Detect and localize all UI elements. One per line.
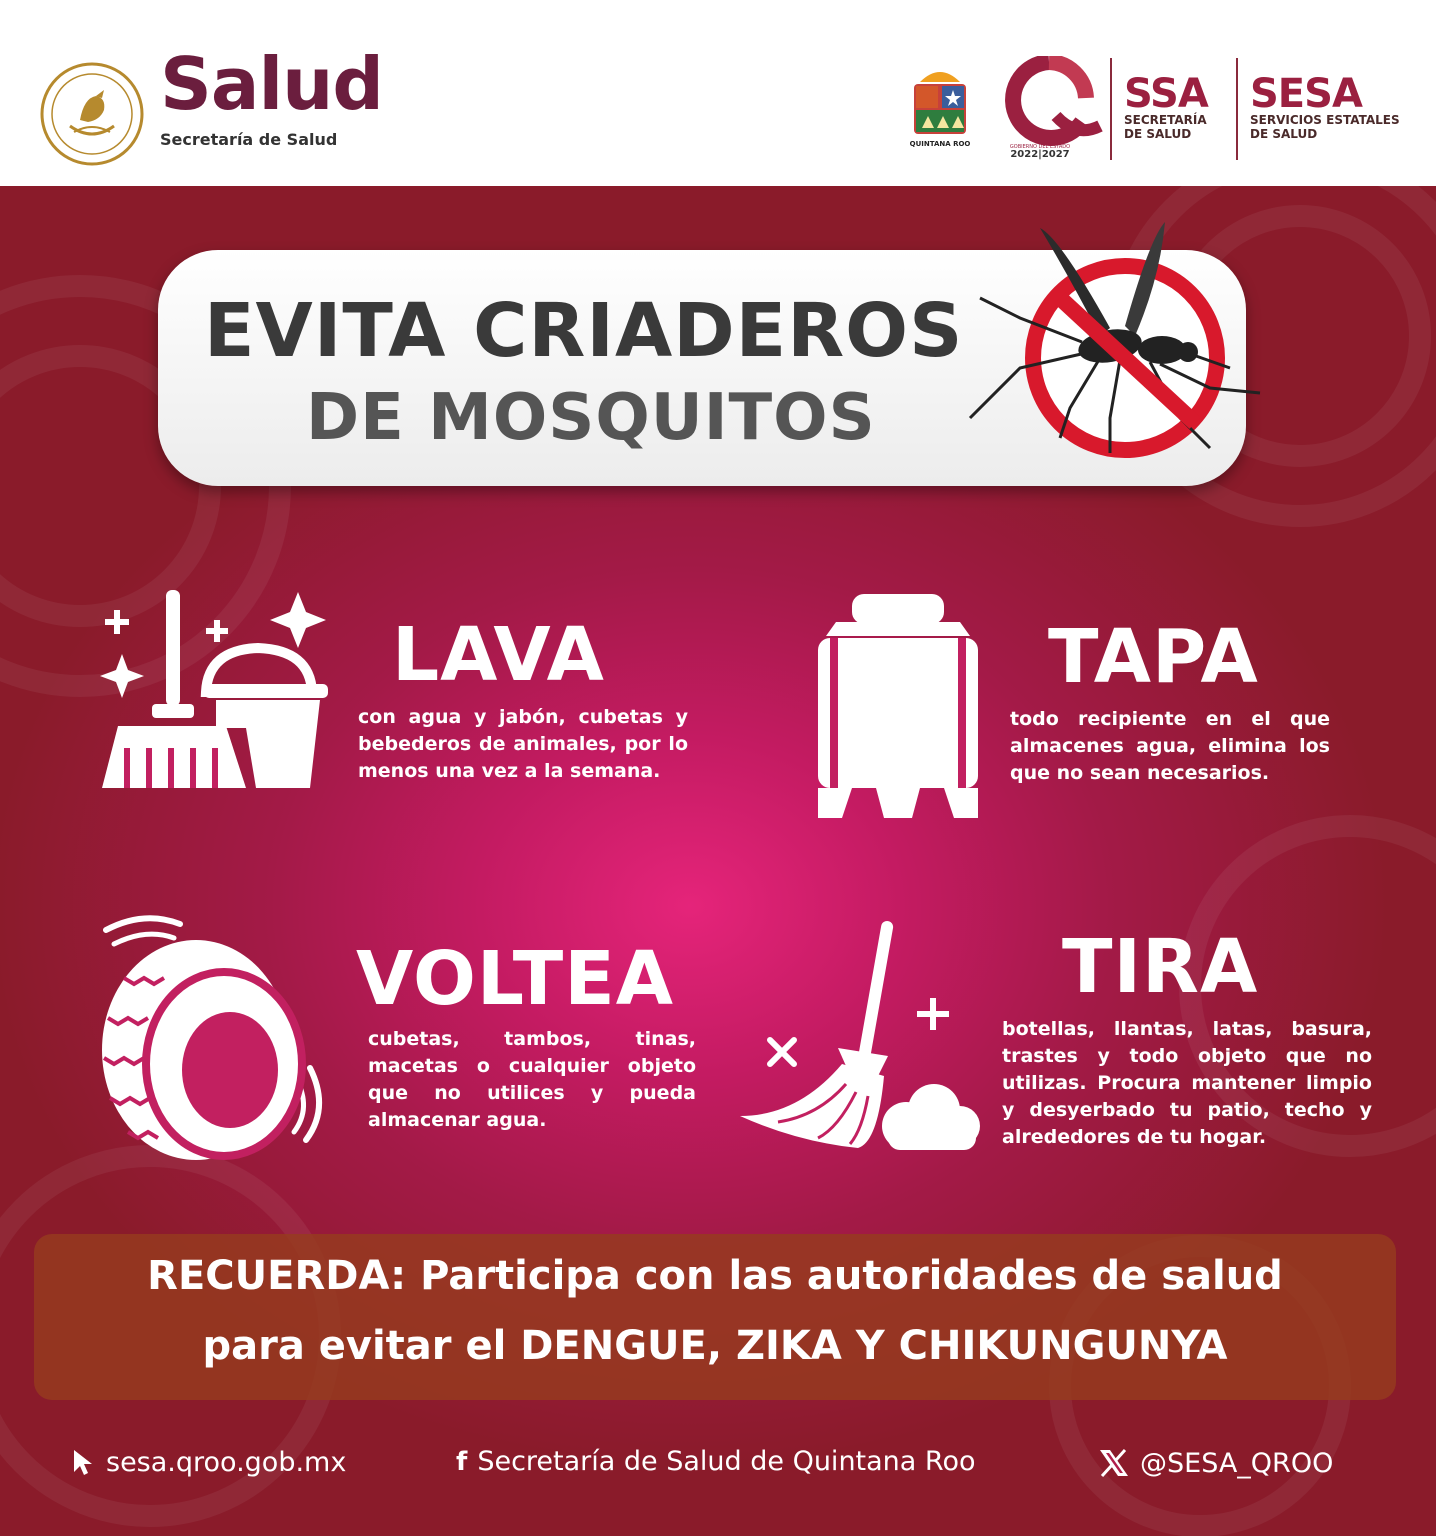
- lava-text: con agua y jabón, cubetas y bebederos de animales, por lo menos una vez a la semana.: [358, 706, 688, 782]
- voltea-title: VOLTEA: [356, 936, 675, 1022]
- water-tank-icon: [816, 592, 980, 818]
- qroo-label: QUINTANA ROO: [910, 140, 970, 148]
- mexico-seal-icon: [40, 62, 144, 166]
- header: [0, 0, 1436, 186]
- divider: [1110, 58, 1112, 160]
- gov-label: GOBIERNO DEL ESTADO: [1009, 144, 1071, 150]
- x-icon: [1098, 1448, 1130, 1478]
- divider: [1236, 58, 1238, 160]
- sesa-title: SESA: [1250, 71, 1362, 117]
- sesa-sub-line1: SERVICIOS ESTATALES: [1250, 113, 1400, 127]
- ssa-sub-line2: DE SALUD: [1124, 126, 1192, 141]
- gov-years: 2022|2027: [1010, 149, 1070, 160]
- voltea-text: cubetas, tambos, tinas, macetas o cualquier objeto que no utilices y pueda almacenar agua.: [368, 1028, 696, 1131]
- recuerda-box: [34, 1234, 1396, 1400]
- quintana-roo-emblem-icon: [910, 60, 970, 154]
- facebook-icon: f: [456, 1446, 468, 1477]
- ssa-title: SSA: [1124, 71, 1208, 117]
- tira-title: TIRA: [1062, 924, 1259, 1010]
- lava-title: LAVA: [392, 612, 605, 698]
- ssa-sub-line1: SECRETARÍA: [1124, 113, 1207, 127]
- salud-logo-text: Salud: [160, 42, 383, 126]
- tapa-text: todo recipiente en el que almacenes agua, elimina los que no sean necesarios.: [1010, 708, 1330, 784]
- gobierno-q-logo-icon: [994, 56, 1104, 160]
- title-line1: EVITA CRIADEROS: [204, 288, 964, 374]
- twitter-link[interactable]: [1098, 1448, 1333, 1478]
- tire-icon: [84, 908, 340, 1168]
- sesa-subtitle: [1250, 114, 1400, 142]
- ssa-subtitle: [1124, 114, 1207, 142]
- twitter-text: @SESA_QROO: [1140, 1447, 1334, 1479]
- cursor-icon: [72, 1448, 96, 1476]
- website-text: sesa.qroo.gob.mx: [106, 1446, 347, 1478]
- sesa-sub-line2: DE SALUD: [1250, 126, 1318, 141]
- no-mosquito-icon: [960, 218, 1280, 468]
- recuerda-line2: para evitar el DENGUE, ZIKA Y CHIKUNGUNYA: [202, 1323, 1228, 1369]
- salud-subtitle: Secretaría de Salud: [160, 130, 338, 149]
- facebook-link[interactable]: [456, 1448, 976, 1475]
- facebook-text: Secretaría de Salud de Quintana Roo: [477, 1446, 976, 1477]
- title-line2: DE MOSQUITOS: [306, 381, 876, 455]
- main-panel: [0, 186, 1436, 1536]
- broom-bucket-icon: [98, 588, 330, 810]
- tapa-title: TAPA: [1048, 614, 1259, 700]
- website-link[interactable]: [72, 1448, 346, 1476]
- sweeping-broom-icon: [738, 916, 982, 1160]
- tira-text: botellas, llantas, latas, basura, trastes y todo objeto que no utilizas. Procura mantener limpio y desyerbado tu patio, techo y alrededores de tu hogar.: [1002, 1018, 1372, 1148]
- recuerda-line1: RECUERDA: Participa con las autoridades de salud: [147, 1253, 1283, 1299]
